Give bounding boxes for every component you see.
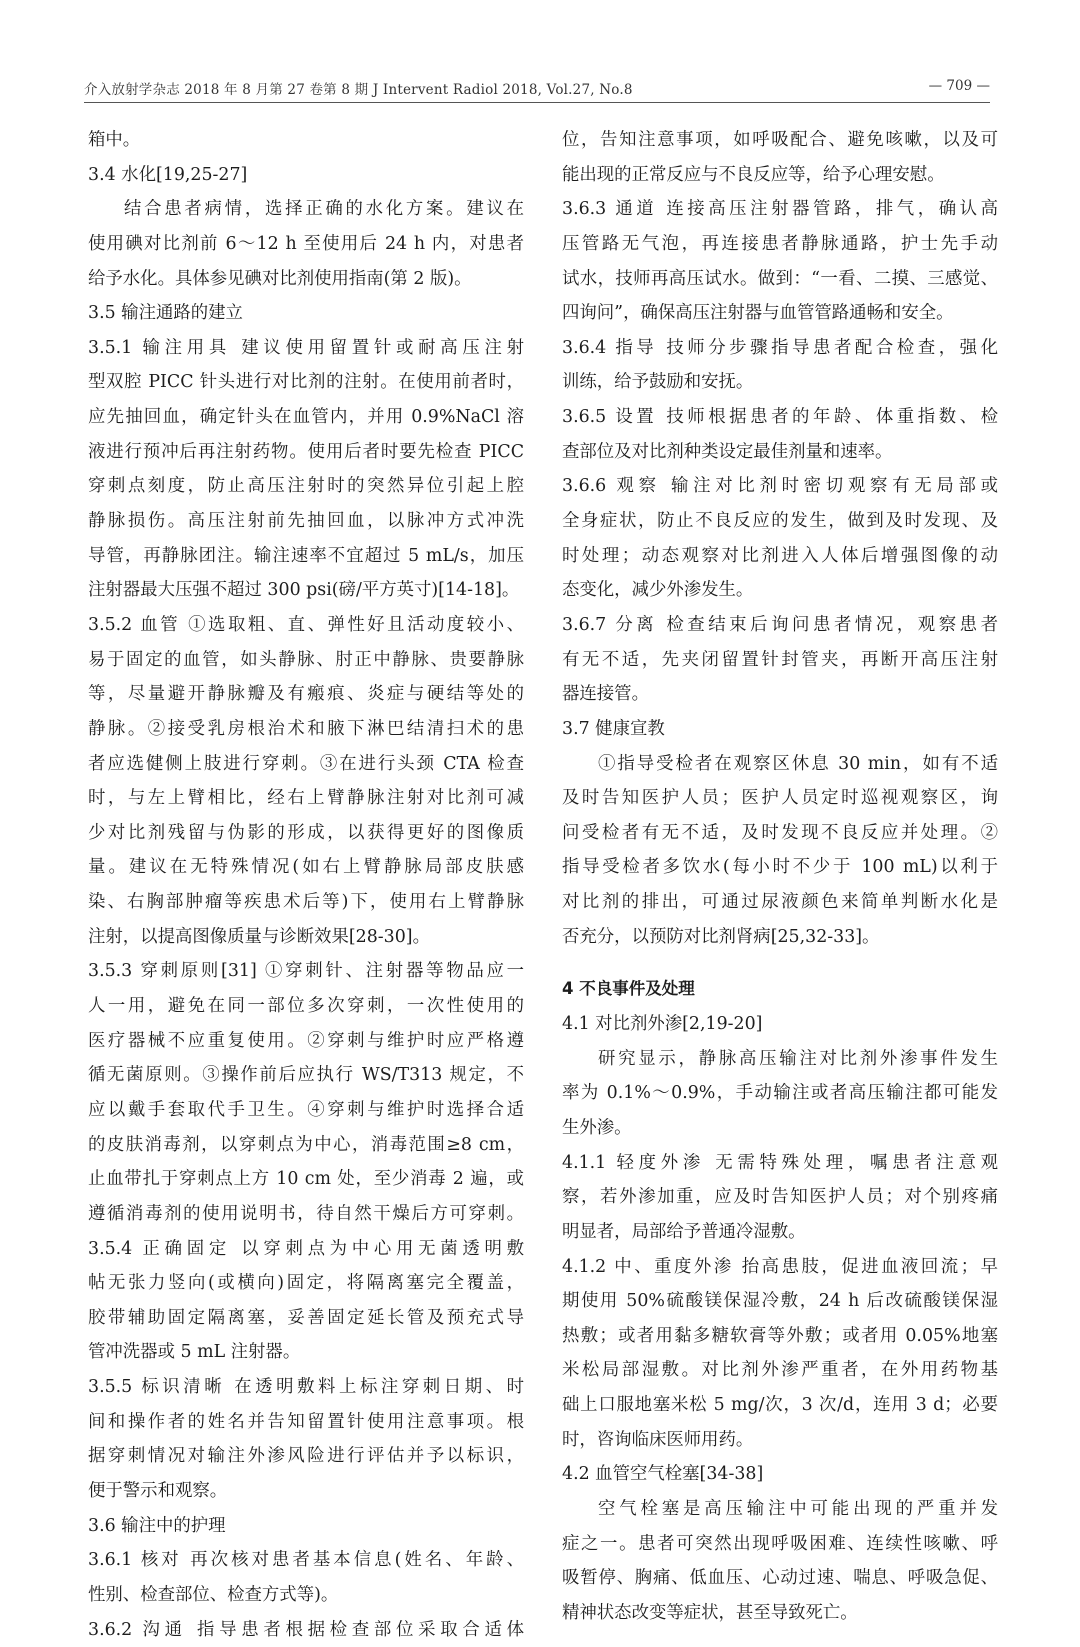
text-line: 时，咨询临床医师用药。 (562, 1429, 754, 1450)
text-line: 3.6.1 核对 再次核对患者基本信息(姓名、年龄、 (88, 1550, 524, 1571)
text-line: 量。建议在无特殊情况(如右上臂静脉局部皮肤感 (88, 857, 524, 878)
text-line: 查部位及对比剂种类设定最佳剂量和速率。 (562, 441, 893, 462)
text-line: 应先抽回血，确定针头在血管内，并用 0.9%NaCl 溶 (88, 407, 524, 428)
journal-citation: 介入放射学杂志 2018 年 8 月第 27 卷第 8 期 J Intervent Radiol 2018, Vol.27, No.8 (84, 82, 633, 98)
text-line: 者应选健侧上肢进行穿刺。③在进行头颈 CTA 检查 (88, 753, 524, 774)
text-line: 3.5.2 血管 ①选取粗、直、弹性好且活动度较小、 (88, 614, 524, 635)
text-line: 等，尽量避开静脉瓣及有瘢痕、炎症与硬结等处的 (88, 684, 524, 705)
text-line: 察，若外渗加重，应及时告知医护人员；对个别疼痛 (562, 1187, 998, 1208)
text-line: 3.6.2 沟通 指导患者根据检查部位采取合适体 (88, 1619, 524, 1640)
section-heading: 3.5 输注通路的建立 (88, 303, 243, 324)
section-heading: 3.7 健康宣教 (562, 718, 665, 739)
text-line: 症之一。患者可突然出现呼吸困难、连续性咳嗽、呼 (562, 1533, 998, 1554)
text-line: 4.1.1 轻度外渗 无需特殊处理，嘱患者注意观 (562, 1152, 998, 1173)
text-line: 医疗器械不应重复使用。②穿刺与维护时应严格遵 (88, 1030, 524, 1051)
text-line: 明显者，局部给予普通冷湿敷。 (562, 1221, 806, 1242)
text-line: 时处理；动态观察对比剂进入人体后增强图像的动 (562, 545, 998, 566)
text-line: 箱中。 (88, 130, 141, 150)
text-line: 础上口服地塞米松 5 mg/次，3 次/d，连用 3 d；必要 (562, 1395, 998, 1416)
text-line: 四询问”，确保高压注射器与血管管路通畅和安全。 (562, 303, 954, 324)
text-line: 训练，给予鼓励和安抚。 (562, 372, 754, 393)
text-line: 3.5.4 正确固定 以穿刺点为中心用无菌透明敷 (88, 1238, 524, 1259)
text-line: 3.6.3 通道 连接高压注射器管路，排气，确认高 (562, 199, 998, 220)
text-line: 注射，以提高图像质量与诊断效果[28-30]。 (88, 926, 430, 947)
text-line: 期使用 50%硫酸镁保湿冷敷，24 h 后改硫酸镁保湿 (562, 1291, 998, 1312)
text-line: 3.5.3 穿刺原则[31] ①穿刺针、注射器等物品应一 (88, 961, 524, 982)
text-line: 循无菌原则。③操作前后应执行 WS/T313 规定，不 (88, 1065, 524, 1086)
text-line: 4.1.2 中、重度外渗 抬高患肢，促进血液回流；早 (562, 1256, 998, 1277)
text-line: 使用碘对比剂前 6～12 h 至使用后 24 h 内，对患者 (88, 233, 524, 254)
text-line: 应以戴手套取代手卫生。④穿刺与维护时选择合适 (88, 1099, 524, 1120)
header-rule (84, 102, 990, 103)
text-line: 止血带扎于穿刺点上方 10 cm 处，至少消毒 2 遍，或 (88, 1169, 524, 1190)
text-line: 精神状态改变等症状，甚至导致死亡。 (562, 1602, 858, 1623)
text-line: 注射器最大压强不超过 300 psi(磅/平方英寸)[14-18]。 (88, 580, 520, 601)
text-line: 易于固定的血管，如头静脉、肘正中静脉、贵要静脉 (88, 649, 524, 670)
text-line: 及时告知医护人员；医护人员定时巡视观察区，询 (562, 788, 998, 809)
right-column (562, 123, 998, 1631)
section-gap (562, 954, 998, 972)
text-line: 便于警示和观察。 (88, 1480, 228, 1501)
text-line: 3.6.7 分离 检查结束后询问患者情况，观察患者 (562, 614, 998, 635)
text-line: 能出现的正常反应与不良反应等，给予心理安慰。 (562, 164, 945, 185)
text-line: 位，告知注意事项，如呼吸配合、避免咳嗽，以及可 (562, 130, 998, 150)
text-line: 研究显示，静脉高压输注对比剂外渗事件发生 (598, 1048, 998, 1069)
section-heading: 3.4 水化[19,25-27] (88, 164, 248, 185)
text-line: 指导受检者多饮水(每小时不少于 100 mL)以利于 (562, 857, 998, 878)
text-line: 器连接管。 (562, 684, 649, 705)
text-line: 问受检者有无不适，及时发现不良反应并处理。② (562, 822, 998, 843)
section-heading: 3.6 输注中的护理 (88, 1515, 226, 1536)
text-line: 遵循消毒剂的使用说明书，待自然干燥后方可穿刺。 (88, 1203, 524, 1224)
text-line: 静脉。②接受乳房根治术和腋下淋巴结清扫术的患 (88, 718, 524, 739)
text-line: 液进行预冲后再注射药物。使用后者时要先检查 PICC (88, 441, 524, 462)
text-line: 否充分，以预防对比剂肾病[25,32-33]。 (562, 926, 880, 947)
text-line: 全身症状，防止不良反应的发生，做到及时发现、及 (562, 511, 998, 532)
text-line: 给予水化。具体参见碘对比剂使用指南(第 2 版)。 (88, 268, 472, 289)
text-line: 性别、检查部位、检查方式等)。 (88, 1584, 339, 1605)
page-number: — 709 — (928, 78, 990, 94)
text-line: 空气栓塞是高压输注中可能出现的严重并发 (598, 1498, 998, 1519)
text-line: 米松局部湿敷。对比剂外渗严重者，在外用药物基 (562, 1360, 998, 1381)
text-line: 试水，技师再高压试水。做到：“一看、二摸、三感觉、 (562, 268, 998, 289)
text-line: 3.5.1 输注用具 建议使用留置针或耐高压注射 (88, 337, 524, 358)
section-heading: 4.2 血管空气栓塞[34-38] (562, 1464, 764, 1485)
text-line: 对比剂的排出，可通过尿液颜色来简单判断水化是 (562, 892, 998, 913)
text-line: 3.6.4 指导 技师分步骤指导患者配合检查，强化 (562, 337, 998, 358)
text-line: 吸暂停、胸痛、低血压、心动过速、喘息、呼吸急促、 (562, 1568, 998, 1589)
text-line: 3.6.5 设置 技师根据患者的年龄、体重指数、检 (562, 407, 998, 428)
text-line: ①指导受检者在观察区休息 30 min，如有不适 (598, 753, 998, 774)
text-line: 导管，再静脉团注。输注速率不宜超过 5 mL/s，加压 (88, 545, 524, 566)
text-line: 人一用，避免在同一部位多次穿刺，一次性使用的 (88, 996, 524, 1017)
text-line: 有无不适，先夹闭留置针封管夹，再断开高压注射 (562, 649, 998, 670)
text-line: 胶带辅助固定隔离塞，妥善固定延长管及预充式导 (88, 1307, 524, 1328)
text-line: 态变化，减少外渗发生。 (562, 580, 754, 601)
text-line: 静脉损伤。高压注射前先抽回血，以脉冲方式冲洗 (88, 511, 524, 532)
text-line: 的皮肤消毒剂，以穿刺点为中心，消毒范围≥8 cm， (88, 1134, 524, 1155)
text-line: 管冲洗器或 5 mL 注射器。 (88, 1342, 301, 1363)
text-line: 热敷；或者用黏多糖软膏等外敷；或者用 0.05%地塞 (562, 1325, 998, 1346)
text-line: 据穿刺情况对输注外渗风险进行评估并予以标识， (88, 1446, 524, 1467)
section-heading: 4 不良事件及处理 (562, 979, 695, 999)
section-heading: 4.1 对比剂外渗[2,19-20] (562, 1014, 763, 1035)
text-line: 型双腔 PICC 针头进行对比剂的注射。在使用前者时， (88, 372, 524, 393)
text-line: 间和操作者的姓名并告知留置针使用注意事项。根 (88, 1411, 524, 1432)
left-column (88, 123, 524, 1647)
text-line: 3.5.5 标识清晰 在透明敷料上标注穿刺日期、时 (88, 1377, 524, 1398)
running-header (84, 78, 990, 102)
text-line: 少对比剂残留与伪影的形成，以获得更好的图像质 (88, 822, 524, 843)
text-line: 生外渗。 (562, 1117, 632, 1138)
text-line: 染、右胸部肿瘤等疾患术后等)下，使用右上臂静脉 (88, 892, 524, 913)
text-line: 帖无张力竖向(或横向)固定，将隔离塞完全覆盖， (88, 1273, 524, 1294)
text-line: 时，与左上臂相比，经右上臂静脉注射对比剂可减 (88, 788, 524, 809)
text-line: 穿刺点刻度，防止高压注射时的突然异位引起上腔 (88, 476, 524, 497)
text-line: 3.6.6 观察 输注对比剂时密切观察有无局部或 (562, 476, 998, 497)
text-line: 率为 0.1%～0.9%，手动输注或者高压输注都可能发 (562, 1083, 998, 1104)
text-line: 压管路无气泡，再连接患者静脉通路，护士先手动 (562, 233, 998, 254)
text-line: 结合患者病情，选择正确的水化方案。建议在 (124, 199, 524, 220)
